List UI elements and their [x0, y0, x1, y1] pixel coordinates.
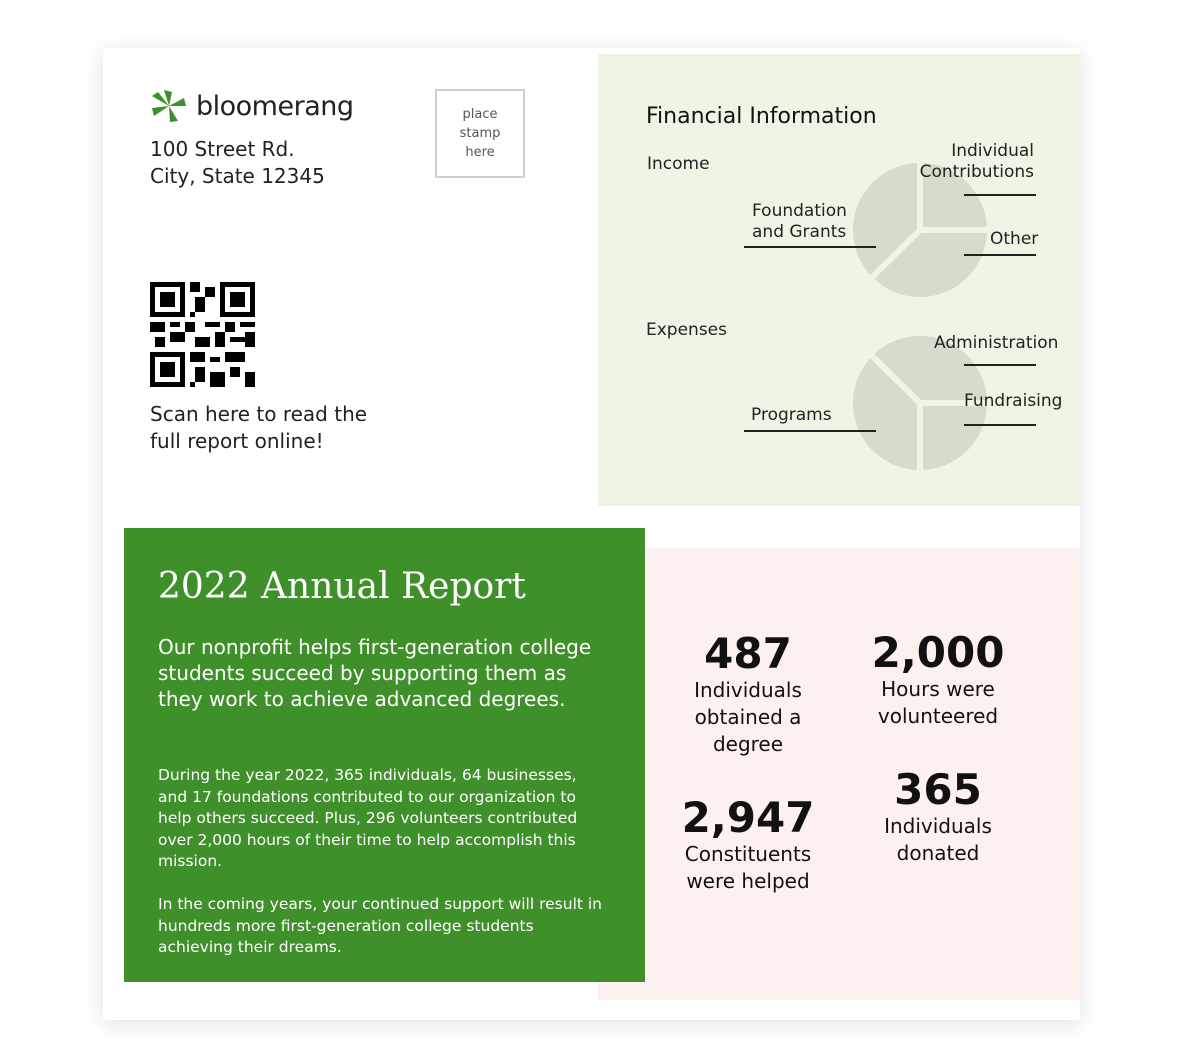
- stat-degrees: [668, 631, 828, 758]
- income-label-other: Other: [990, 229, 1039, 249]
- expenses-label-programs: Programs: [751, 405, 832, 425]
- report-lead: Our nonprofit helps first-generation college students succeed by supporting them as they work to achieve advanced degrees.: [158, 635, 592, 711]
- income-label-foundation-line1: Foundation: [752, 201, 847, 221]
- address-line1: 100 Street Rd.: [150, 137, 295, 161]
- income-label-foundation: [752, 201, 847, 243]
- stat-donors-line2: donated: [896, 841, 980, 865]
- stamp-placeholder: [435, 89, 525, 178]
- brand-logo: [150, 88, 354, 124]
- stamp-line2: stamp: [459, 126, 501, 141]
- report-paragraph-2: In the coming years, your continued support will result in hundreds more first-generation college students achieving their dreams.: [158, 895, 603, 956]
- qr-caption-line2: full report online!: [150, 429, 324, 453]
- bloomerang-logo-icon: [150, 88, 188, 124]
- stat-hours-line1: Hours were: [881, 677, 995, 701]
- income-label-individual-line2: Contributions: [919, 162, 1034, 182]
- expenses-leader-programs: [744, 430, 876, 432]
- financial-title: Financial Information: [646, 104, 877, 129]
- income-label-individual-line1: Individual: [951, 141, 1034, 161]
- expenses-leader-administration: [964, 364, 1036, 366]
- expenses-leader-fundraising: [964, 424, 1036, 426]
- report-paragraph-1: During the year 2022, 365 individuals, 64 businesses, and 17 foundations contributed to our organization to help others succeed. Plus, 296 volunteers contributed over 2,000 hours of their time to help accomplish this mission.: [158, 766, 578, 870]
- qr-code-icon[interactable]: [150, 282, 255, 387]
- stat-constituents-line1: Constituents: [684, 842, 812, 866]
- stat-degrees-line2: obtained a: [694, 705, 802, 729]
- stat-degrees-number: 487: [704, 629, 792, 678]
- stat-constituents-line2: were helped: [686, 869, 810, 893]
- stat-donors-number: 365: [894, 765, 982, 814]
- stat-donors: [858, 767, 1018, 867]
- stat-hours: [853, 630, 1023, 730]
- report-title: 2022 Annual Report: [158, 566, 526, 607]
- stamp-line1: place: [462, 107, 498, 122]
- income-leader-individual: [964, 194, 1036, 196]
- return-address: [150, 136, 325, 190]
- stat-hours-number: 2,000: [871, 628, 1005, 677]
- stamp-line3: here: [465, 145, 495, 160]
- expenses-label-administration: Administration: [934, 333, 1059, 353]
- stat-hours-line2: volunteered: [877, 704, 999, 728]
- expenses-label-fundraising: Fundraising: [964, 391, 1063, 411]
- stat-degrees-line3: degree: [712, 732, 784, 756]
- income-label: Income: [647, 154, 710, 174]
- income-label-individual: [914, 141, 1034, 183]
- stat-donors-line1: Individuals: [884, 814, 992, 838]
- brand-name: bloomerang: [196, 90, 354, 122]
- qr-caption: [150, 401, 367, 455]
- income-leader-other: [964, 254, 1036, 256]
- qr-caption-line1: Scan here to read the: [150, 402, 368, 426]
- expenses-label: Expenses: [646, 320, 727, 340]
- stat-constituents: [663, 795, 833, 895]
- stat-constituents-number: 2,947: [681, 793, 815, 842]
- stat-degrees-line1: Individuals: [694, 678, 802, 702]
- address-line2: City, State 12345: [150, 164, 325, 188]
- expenses-slice-fundraising: [920, 403, 990, 473]
- income-leader-foundation: [744, 246, 876, 248]
- income-label-foundation-line2: and Grants: [752, 222, 847, 242]
